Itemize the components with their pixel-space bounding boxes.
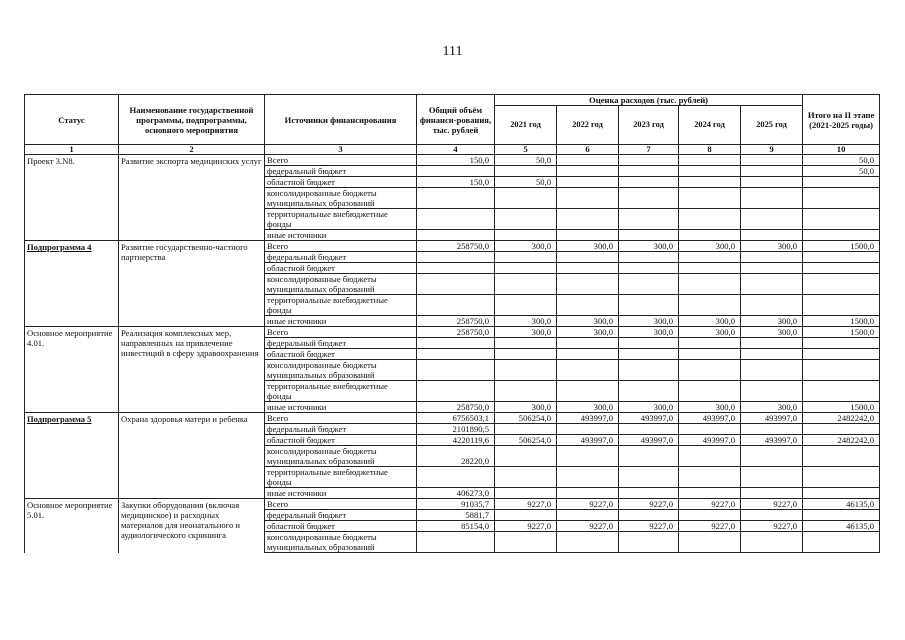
year-amount-cell (741, 295, 803, 316)
funding-source-cell: консолидированные бюджеты муниципальных образований (265, 446, 417, 467)
total-amount-cell (417, 532, 495, 553)
year-amount-cell: 9227,0 (495, 499, 557, 510)
year-amount-cell: 506254,0 (495, 413, 557, 424)
year-amount-cell: 9227,0 (741, 521, 803, 532)
year-amount-cell (679, 209, 741, 230)
year-amount-cell: 300,0 (557, 316, 619, 327)
year-amount-cell: 50,0 (495, 155, 557, 166)
total-amount-cell: 4220119,6 (417, 435, 495, 446)
year-amount-cell: 9227,0 (679, 499, 741, 510)
year-amount-cell (679, 252, 741, 263)
year-amount-cell (495, 338, 557, 349)
total-amount-cell (417, 381, 495, 402)
page-number: 111 (442, 44, 463, 59)
year-amount-cell (679, 338, 741, 349)
year-amount-cell (495, 230, 557, 241)
stage-total-cell (803, 467, 880, 488)
header-year: 2022 год (557, 106, 619, 145)
funding-source-cell: иные источники (265, 316, 417, 327)
year-amount-cell (619, 274, 679, 295)
total-amount-cell: 406273,0 (417, 488, 495, 499)
header-total: Общий объём финанси-рования, тыс. рублей (417, 95, 495, 145)
year-amount-cell: 300,0 (495, 327, 557, 338)
total-amount-cell: 6756503,1 (417, 413, 495, 424)
total-amount-cell (417, 274, 495, 295)
year-amount-cell: 300,0 (619, 402, 679, 413)
total-amount-cell (417, 349, 495, 360)
year-amount-cell: 9227,0 (557, 521, 619, 532)
stage-total-cell (803, 381, 880, 402)
status-cell: Подпрограмма 5 (25, 413, 119, 499)
col-number: 10 (803, 145, 880, 155)
funding-source-cell: Всего (265, 155, 417, 166)
year-amount-cell (557, 338, 619, 349)
year-amount-cell (741, 166, 803, 177)
year-amount-cell (619, 446, 679, 467)
funding-source-cell: областной бюджет (265, 521, 417, 532)
header-name: Наименование государственной программы, подпрограммы, основного мероприятия (119, 95, 265, 145)
stage-total-cell: 1500,0 (803, 402, 880, 413)
stage-total-cell (803, 338, 880, 349)
year-amount-cell (557, 424, 619, 435)
col-number: 8 (679, 145, 741, 155)
financing-table (24, 94, 880, 553)
funding-source-cell: территориальные внебюджетные фонды (265, 467, 417, 488)
year-amount-cell (741, 252, 803, 263)
year-amount-cell (741, 446, 803, 467)
program-name-cell: Развитие экспорта медицинских услуг (119, 155, 265, 241)
funding-source-cell: территориальные внебюджетные фонды (265, 295, 417, 316)
year-amount-cell (741, 510, 803, 521)
year-amount-cell: 9227,0 (741, 499, 803, 510)
year-amount-cell (619, 424, 679, 435)
total-amount-cell (417, 467, 495, 488)
funding-source-cell: консолидированные бюджеты муниципальных образований (265, 360, 417, 381)
year-amount-cell (619, 360, 679, 381)
year-amount-cell (679, 446, 741, 467)
year-amount-cell (679, 532, 741, 553)
funding-source-cell: областной бюджет (265, 435, 417, 446)
year-amount-cell (741, 230, 803, 241)
year-amount-cell (619, 532, 679, 553)
status-cell: Проект 3.N8. (25, 155, 119, 241)
year-amount-cell (741, 338, 803, 349)
col-number: 6 (557, 145, 619, 155)
total-amount-cell (417, 252, 495, 263)
col-number: 9 (741, 145, 803, 155)
year-amount-cell (557, 177, 619, 188)
funding-source-cell: областной бюджет (265, 263, 417, 274)
program-name-cell: Закупки оборудования (включая медицинское) и расходных материалов для неонатального и аудиологического скрининга (119, 499, 265, 553)
total-amount-cell: 5881,7 (417, 510, 495, 521)
year-amount-cell (741, 532, 803, 553)
year-amount-cell (495, 360, 557, 381)
stage-total-cell (803, 424, 880, 435)
year-amount-cell (741, 274, 803, 295)
year-amount-cell (679, 424, 741, 435)
year-amount-cell (619, 338, 679, 349)
total-amount-cell: 150,0 (417, 177, 495, 188)
header-year: 2021 год (495, 106, 557, 145)
year-amount-cell (495, 424, 557, 435)
total-amount-cell (417, 338, 495, 349)
stage-total-cell (803, 349, 880, 360)
year-amount-cell (557, 252, 619, 263)
funding-source-cell: территориальные внебюджетные фонды (265, 381, 417, 402)
year-amount-cell: 493997,0 (557, 435, 619, 446)
year-amount-cell (679, 467, 741, 488)
stage-total-cell (803, 188, 880, 209)
funding-source-cell: иные источники (265, 488, 417, 499)
total-amount-cell (417, 209, 495, 230)
header-sources: Источники финансирования (265, 95, 417, 145)
funding-source-cell: федеральный бюджет (265, 166, 417, 177)
year-amount-cell: 493997,0 (741, 435, 803, 446)
year-amount-cell (557, 381, 619, 402)
year-amount-cell (495, 188, 557, 209)
year-amount-cell: 9227,0 (679, 521, 741, 532)
year-amount-cell (619, 488, 679, 499)
total-amount-cell (417, 360, 495, 381)
year-amount-cell (495, 488, 557, 499)
status-cell: Подпрограмма 4 (25, 241, 119, 327)
year-amount-cell (619, 177, 679, 188)
year-amount-cell (741, 424, 803, 435)
year-amount-cell (495, 349, 557, 360)
year-amount-cell (495, 166, 557, 177)
program-name-cell: Реализация комплексных мер, направленных на привлечение инвестиций в сферу здравоохранения (119, 327, 265, 413)
stage-total-cell (803, 177, 880, 188)
total-amount-cell (417, 295, 495, 316)
header-estimate: Оценка расходов (тыс. рублей) (495, 95, 803, 106)
stage-total-cell (803, 446, 880, 467)
stage-total-cell (803, 263, 880, 274)
year-amount-cell: 9227,0 (495, 521, 557, 532)
program-name-cell: Охрана здоровья матери и ребенка (119, 413, 265, 499)
year-amount-cell (557, 467, 619, 488)
year-amount-cell (679, 274, 741, 295)
col-number: 5 (495, 145, 557, 155)
total-amount-cell: 258750,0 (417, 327, 495, 338)
stage-total-cell (803, 295, 880, 316)
year-amount-cell (557, 166, 619, 177)
table-row (25, 413, 880, 424)
year-amount-cell (679, 177, 741, 188)
year-amount-cell: 493997,0 (619, 413, 679, 424)
funding-source-cell: иные источники (265, 230, 417, 241)
year-amount-cell (557, 510, 619, 521)
year-amount-cell (557, 263, 619, 274)
year-amount-cell: 300,0 (495, 402, 557, 413)
year-amount-cell (741, 263, 803, 274)
year-amount-cell: 300,0 (557, 241, 619, 252)
funding-source-cell: областной бюджет (265, 177, 417, 188)
total-amount-cell: 258750,0 (417, 402, 495, 413)
stage-total-cell: 1500,0 (803, 327, 880, 338)
year-amount-cell (619, 188, 679, 209)
year-amount-cell: 50,0 (495, 177, 557, 188)
table-row (25, 241, 880, 252)
year-amount-cell (741, 188, 803, 209)
year-amount-cell: 300,0 (557, 402, 619, 413)
total-amount-cell: 258750,0 (417, 241, 495, 252)
year-amount-cell (557, 360, 619, 381)
col-number: 4 (417, 145, 495, 155)
year-amount-cell (557, 488, 619, 499)
year-amount-cell (679, 295, 741, 316)
stage-total-cell: 2482242,0 (803, 413, 880, 424)
stage-total-cell: 46135,0 (803, 499, 880, 510)
col-number: 3 (265, 145, 417, 155)
year-amount-cell (679, 263, 741, 274)
year-amount-cell (495, 467, 557, 488)
year-amount-cell (619, 467, 679, 488)
stage-total-cell: 46135,0 (803, 521, 880, 532)
year-amount-cell: 506254,0 (495, 435, 557, 446)
year-amount-cell (619, 295, 679, 316)
funding-source-cell: Всего (265, 499, 417, 510)
year-amount-cell: 9227,0 (557, 499, 619, 510)
year-amount-cell: 493997,0 (619, 435, 679, 446)
table-body (25, 155, 880, 553)
funding-source-cell: Всего (265, 413, 417, 424)
year-amount-cell (495, 209, 557, 230)
header-year: 2024 год (679, 106, 741, 145)
year-amount-cell (741, 488, 803, 499)
funding-source-cell: федеральный бюджет (265, 424, 417, 435)
header-year: 2025 год (741, 106, 803, 145)
funding-source-cell: консолидированные бюджеты муниципальных образований (265, 188, 417, 209)
stage-total-cell (803, 360, 880, 381)
funding-source-cell: территориальные внебюджетные фонды (265, 209, 417, 230)
year-amount-cell: 300,0 (495, 241, 557, 252)
stage-total-cell (803, 532, 880, 553)
year-amount-cell (679, 166, 741, 177)
total-amount-cell (417, 230, 495, 241)
stage-total-cell: 50,0 (803, 166, 880, 177)
year-amount-cell (741, 381, 803, 402)
year-amount-cell (495, 381, 557, 402)
year-amount-cell: 300,0 (679, 241, 741, 252)
year-amount-cell: 300,0 (741, 241, 803, 252)
year-amount-cell (679, 349, 741, 360)
year-amount-cell (679, 360, 741, 381)
year-amount-cell (619, 166, 679, 177)
year-amount-cell (557, 349, 619, 360)
funding-source-cell: федеральный бюджет (265, 252, 417, 263)
year-amount-cell (557, 295, 619, 316)
year-amount-cell: 493997,0 (557, 413, 619, 424)
year-amount-cell (619, 263, 679, 274)
year-amount-cell: 300,0 (679, 402, 741, 413)
col-number: 1 (25, 145, 119, 155)
year-amount-cell (557, 188, 619, 209)
year-amount-cell (495, 532, 557, 553)
year-amount-cell (619, 155, 679, 166)
table-row (25, 499, 880, 510)
stage-total-cell (803, 252, 880, 263)
year-amount-cell (557, 446, 619, 467)
year-amount-cell (557, 274, 619, 295)
year-amount-cell (741, 209, 803, 230)
year-amount-cell: 9227,0 (619, 521, 679, 532)
total-amount-cell (417, 188, 495, 209)
header-status: Статус (25, 95, 119, 145)
stage-total-cell (803, 274, 880, 295)
year-amount-cell (619, 349, 679, 360)
stage-total-cell: 50,0 (803, 155, 880, 166)
table-row (25, 327, 880, 338)
year-amount-cell: 493997,0 (679, 435, 741, 446)
total-amount-cell: 28220,0 (417, 446, 495, 467)
year-amount-cell: 300,0 (741, 327, 803, 338)
year-amount-cell (741, 360, 803, 381)
year-amount-cell (679, 230, 741, 241)
year-amount-cell (679, 188, 741, 209)
stage-total-cell (803, 209, 880, 230)
total-amount-cell: 91035,7 (417, 499, 495, 510)
year-amount-cell: 300,0 (679, 327, 741, 338)
funding-source-cell: федеральный бюджет (265, 510, 417, 521)
total-amount-cell: 150,0 (417, 155, 495, 166)
year-amount-cell (619, 252, 679, 263)
year-amount-cell (557, 230, 619, 241)
year-amount-cell: 493997,0 (741, 413, 803, 424)
year-amount-cell (557, 209, 619, 230)
year-amount-cell (619, 230, 679, 241)
funding-source-cell: федеральный бюджет (265, 338, 417, 349)
year-amount-cell (495, 274, 557, 295)
year-amount-cell (619, 209, 679, 230)
year-amount-cell (679, 381, 741, 402)
stage-total-cell: 1500,0 (803, 241, 880, 252)
year-amount-cell (741, 349, 803, 360)
year-amount-cell: 300,0 (557, 327, 619, 338)
year-amount-cell (495, 446, 557, 467)
year-amount-cell (679, 155, 741, 166)
funding-source-cell: областной бюджет (265, 349, 417, 360)
year-amount-cell: 300,0 (619, 327, 679, 338)
funding-source-cell: иные источники (265, 402, 417, 413)
year-amount-cell: 300,0 (619, 241, 679, 252)
stage-total-cell (803, 510, 880, 521)
stage-total-cell: 1500,0 (803, 316, 880, 327)
funding-source-cell: консолидированные бюджеты муниципальных образований (265, 532, 417, 553)
year-amount-cell (495, 252, 557, 263)
funding-source-cell: Всего (265, 241, 417, 252)
year-amount-cell: 300,0 (495, 316, 557, 327)
status-cell: Основное мероприятие 4.01. (25, 327, 119, 413)
col-number: 7 (619, 145, 679, 155)
year-amount-cell (619, 510, 679, 521)
year-amount-cell: 493997,0 (679, 413, 741, 424)
year-amount-cell: 300,0 (679, 316, 741, 327)
year-amount-cell: 9227,0 (619, 499, 679, 510)
year-amount-cell (495, 263, 557, 274)
total-amount-cell: 85154,0 (417, 521, 495, 532)
year-amount-cell (679, 488, 741, 499)
year-amount-cell (557, 155, 619, 166)
total-amount-cell: 2101890,5 (417, 424, 495, 435)
year-amount-cell (557, 532, 619, 553)
year-amount-cell (741, 155, 803, 166)
year-amount-cell (619, 381, 679, 402)
funding-source-cell: Всего (265, 327, 417, 338)
year-amount-cell (495, 295, 557, 316)
total-amount-cell: 258750,0 (417, 316, 495, 327)
year-amount-cell (741, 177, 803, 188)
stage-total-cell: 2482242,0 (803, 435, 880, 446)
header-stage-total: Итого на II этапе (2021-2025 годы) (803, 95, 880, 145)
status-cell: Основное мероприятие 5.01. (25, 499, 119, 553)
stage-total-cell (803, 488, 880, 499)
stage-total-cell (803, 230, 880, 241)
year-amount-cell: 300,0 (741, 316, 803, 327)
total-amount-cell (417, 263, 495, 274)
program-name-cell: Развитие государственно-частного партнерства (119, 241, 265, 327)
funding-source-cell: консолидированные бюджеты муниципальных образований (265, 274, 417, 295)
col-number: 2 (119, 145, 265, 155)
year-amount-cell: 300,0 (741, 402, 803, 413)
header-year: 2023 год (619, 106, 679, 145)
year-amount-cell: 300,0 (619, 316, 679, 327)
table-row (25, 155, 880, 166)
total-amount-cell (417, 166, 495, 177)
year-amount-cell (679, 510, 741, 521)
year-amount-cell (741, 467, 803, 488)
year-amount-cell (495, 510, 557, 521)
